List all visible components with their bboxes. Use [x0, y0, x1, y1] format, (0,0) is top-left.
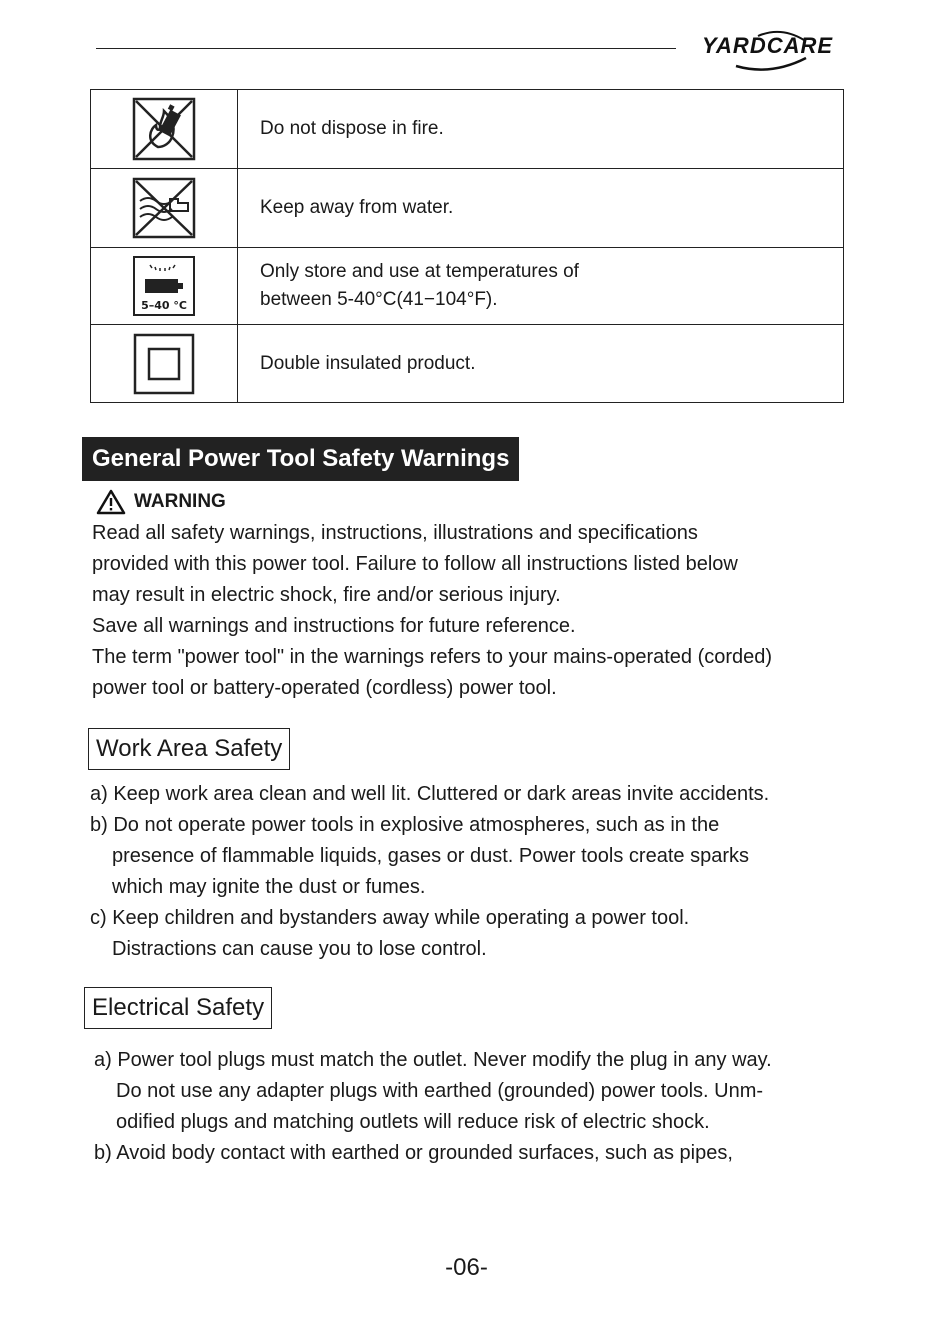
- paragraph-line: power tool or battery-operated (cordless) power tool.: [92, 677, 557, 699]
- symbol-text: between 5-40°C(41−104°F).: [260, 289, 498, 310]
- paragraph-line: provided with this power tool. Failure to follow all instructions listed below: [92, 553, 738, 575]
- symbol-icon-cell: [91, 248, 238, 325]
- list-line: b) Do not operate power tools in explosive atmospheres, such as in the: [90, 814, 720, 836]
- no-water-icon: [132, 177, 196, 239]
- temperature-battery-icon: [132, 255, 196, 317]
- paragraph-line: Read all safety warnings, instructions, illustrations and specifications: [92, 522, 698, 544]
- paragraph-line: may result in electric shock, fire and/or serious injury.: [92, 584, 561, 606]
- symbol-row: [91, 169, 844, 248]
- general-warnings-text: [92, 518, 892, 704]
- list-line: odified plugs and matching outlets will reduce risk of electric shock.: [116, 1111, 710, 1133]
- symbol-text: Keep away from water.: [260, 197, 454, 218]
- list-line: Do not use any adapter plugs with earthed (grounded) power tools. Unm-: [116, 1080, 764, 1102]
- electrical-safety-heading: Electrical Safety: [84, 987, 272, 1029]
- symbol-icon-cell: [91, 169, 238, 248]
- no-fire-icon: [132, 97, 196, 161]
- symbol-text-cell: [238, 169, 844, 248]
- warning-triangle-icon: [96, 489, 126, 515]
- general-safety-heading: General Power Tool Safety Warnings: [82, 437, 519, 481]
- list-line: which may ignite the dust or fumes.: [112, 876, 426, 898]
- work-area-list: [90, 779, 890, 965]
- page-number: -06-: [445, 1254, 488, 1281]
- symbol-text-cell: [238, 248, 844, 325]
- list-line: b) Avoid body contact with earthed or grounded surfaces, such as pipes,: [94, 1142, 733, 1164]
- symbol-text: Double insulated product.: [260, 352, 476, 374]
- symbol-text: Do not dispose in fire.: [260, 118, 444, 139]
- list-line: c) Keep children and bystanders away while operating a power tool.: [90, 907, 690, 929]
- list-line: a) Keep work area clean and well lit. Cluttered or dark areas invite accidents.: [90, 783, 770, 805]
- warning-label: [96, 488, 226, 516]
- paragraph-line: Save all warnings and instructions for future reference.: [92, 615, 576, 637]
- list-line: Distractions can cause you to lose control.: [112, 938, 487, 960]
- temperature-range-label: 5–40 °C: [141, 299, 187, 312]
- symbol-text-cell: [238, 325, 844, 403]
- symbol-row: [91, 325, 844, 403]
- symbol-row: [91, 90, 844, 169]
- work-area-heading: Work Area Safety: [88, 728, 290, 770]
- brand-logo: [696, 28, 841, 72]
- list-line: a) Power tool plugs must match the outlet. Never modify the plug in any way.: [94, 1049, 772, 1071]
- symbol-text-cell: [238, 90, 844, 169]
- paragraph-line: The term "power tool" in the warnings refers to your mains-operated (corded): [92, 646, 773, 668]
- symbol-icon-cell: [91, 325, 238, 403]
- warning-text: WARNING: [134, 491, 226, 512]
- symbol-icon-cell: [91, 90, 238, 169]
- double-insulated-icon: [133, 333, 195, 395]
- header-rule: [96, 48, 676, 49]
- symbols-table: [90, 89, 844, 403]
- electrical-list: [94, 1045, 894, 1169]
- logo-text: YARDCARE: [702, 33, 834, 58]
- list-line: presence of flammable liquids, gases or dust. Power tools create sparks: [112, 845, 749, 867]
- symbol-row: [91, 248, 844, 325]
- symbol-text: Only store and use at temperatures of: [260, 261, 579, 282]
